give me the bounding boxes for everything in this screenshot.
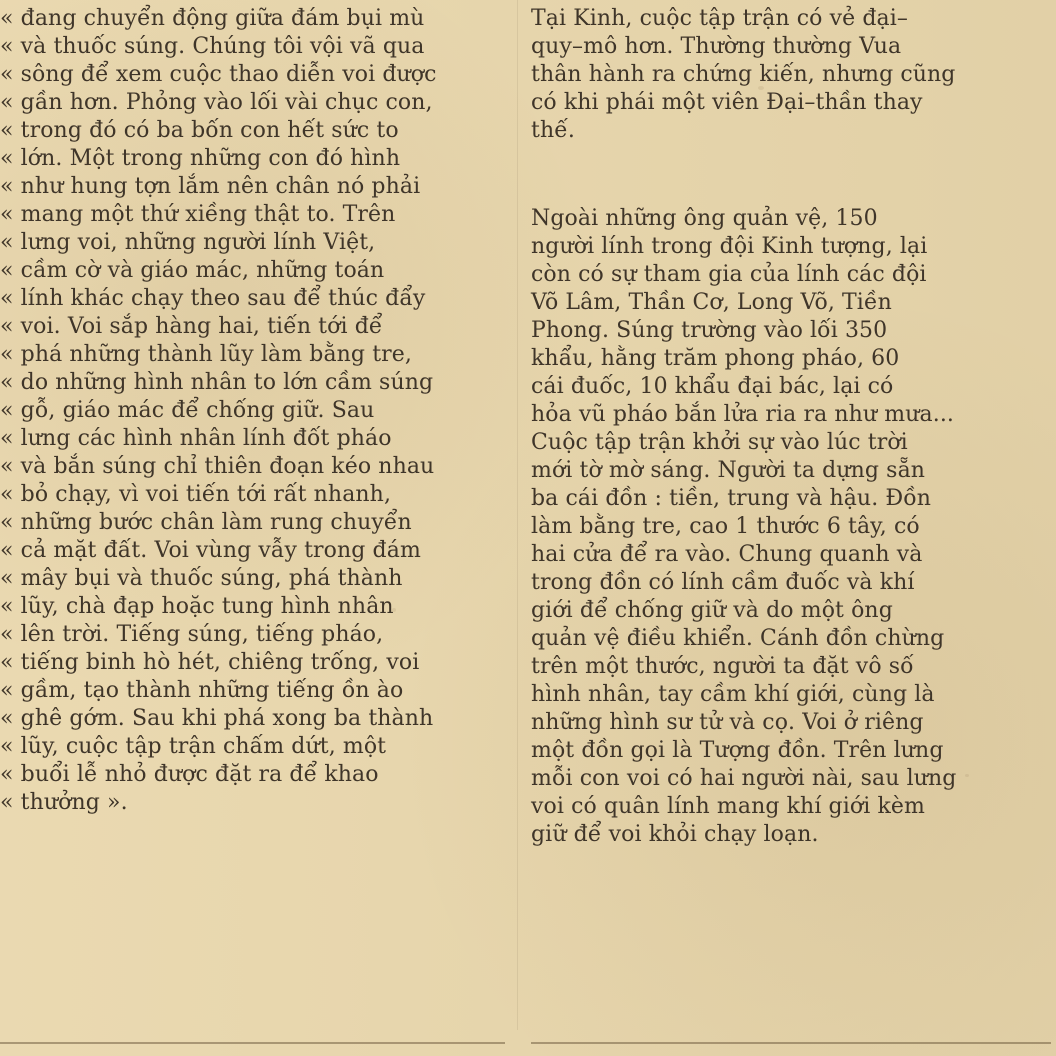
left-line-16: « lưng các hình nhân lính đốt pháo — [0, 426, 392, 451]
right-paragraph-2-line-7: cái đuốc, 10 khẩu đại bác, lại có — [531, 374, 894, 399]
paper-speck — [392, 608, 396, 612]
left-line-18: « bỏ chạy, vì voi tiến tới rất nhanh, — [0, 482, 392, 507]
right-paragraph-2-line-17: trên một thước, người ta đặt vô số — [531, 654, 914, 679]
right-paragraph-2-line-1: Ngoài những ông quản vệ, 150 — [531, 206, 878, 231]
right-paragraph-1-line-4: có khi phái một viên Đại–thần thay — [531, 90, 923, 115]
right-paragraph-2-line-15: giới để chống giữ và do một ông — [531, 598, 893, 623]
left-line-23: « lên trời. Tiếng súng, tiếng pháo, — [0, 622, 384, 647]
left-line-6: « lớn. Một trong những con đó hình — [0, 146, 401, 171]
left-line-2: « và thuốc súng. Chúng tôi vội vã qua — [0, 34, 425, 59]
right-text-column — [531, 0, 1045, 1030]
right-paragraph-2-line-8: hỏa vũ pháo bắn lửa ria ra như mưa... — [531, 402, 955, 427]
left-line-28: « buổi lễ nhỏ được đặt ra để khao — [0, 762, 379, 787]
right-paragraph-2-line-14: trong đồn có lính cầm đuốc và khí — [531, 570, 915, 595]
right-paragraph-1-line-5: thế. — [531, 118, 575, 143]
right-paragraph-1-line-2: quy–mô hơn. Thường thường Vua — [531, 34, 902, 59]
right-paragraph-2-line-16: quản vệ điều khiển. Cánh đồn chừng — [531, 626, 945, 651]
left-line-15: « gỗ, giáo mác để chống giữ. Sau — [0, 398, 375, 423]
right-bottom-rule — [531, 1042, 1051, 1044]
left-bottom-rule — [0, 1042, 505, 1044]
right-paragraph-2-line-10: mới tờ mờ sáng. Người ta dựng sẵn — [531, 458, 926, 483]
left-line-8: « mang một thứ xiềng thật to. Trên — [0, 202, 396, 227]
left-line-20: « cả mặt đất. Voi vùng vẫy trong đám — [0, 538, 421, 563]
right-paragraph-1-line-3: thân hành ra chứng kiến, nhưng cũng — [531, 62, 956, 87]
right-paragraph-2-line-19: những hình sư tử và cọ. Voi ở riêng — [531, 710, 924, 735]
paper-speck — [758, 86, 764, 90]
left-line-17: « và bắn súng chỉ thiên đoạn kéo nhau — [0, 454, 435, 479]
right-paragraph-1-line-1: Tại Kinh, cuộc tập trận có vẻ đại– — [531, 6, 908, 31]
right-paragraph-2-line-2: người lính trong đội Kinh tượng, lại — [531, 234, 928, 259]
right-paragraph-2-line-20: một đồn gọi là Tượng đồn. Trên lưng — [531, 738, 944, 763]
right-paragraph-2-line-13: hai cửa để ra vào. Chung quanh và — [531, 542, 923, 567]
left-line-12: « voi. Voi sắp hàng hai, tiến tới để — [0, 314, 383, 339]
left-line-4: « gần hơn. Phỏng vào lối vài chục con, — [0, 90, 433, 115]
right-paragraph-2-line-21: mỗi con voi có hai người nài, sau lưng — [531, 766, 957, 791]
paper-speck — [84, 162, 89, 166]
left-line-14: « do những hình nhân to lớn cầm súng — [0, 370, 434, 395]
right-paragraph-2-line-4: Võ Lâm, Thần Cơ, Long Võ, Tiền — [531, 290, 892, 315]
left-line-27: « lũy, cuộc tập trận chấm dứt, một — [0, 734, 387, 759]
left-line-24: « tiếng binh hò hét, chiêng trống, voi — [0, 650, 420, 675]
left-line-7: « như hung tợn lắm nên chân nó phải — [0, 174, 421, 199]
left-line-22: « lũy, chà đạp hoặc tung hình nhân — [0, 594, 394, 619]
left-line-3: « sông để xem cuộc thao diễn voi được — [0, 62, 437, 87]
left-line-21: « mây bụi và thuốc súng, phá thành — [0, 566, 403, 591]
left-line-13: « phá những thành lũy làm bằng tre, — [0, 342, 412, 367]
right-paragraph-2-line-18: hình nhân, tay cầm khí giới, cùng là — [531, 682, 935, 707]
left-line-9: « lưng voi, những người lính Việt, — [0, 230, 376, 255]
right-paragraph-2-line-23: giữ để voi khỏi chạy loạn. — [531, 822, 819, 847]
right-paragraph-2-line-5: Phong. Súng trường vào lối 350 — [531, 318, 888, 343]
left-line-29: « thưởng ». — [0, 790, 128, 815]
column-divider — [517, 0, 518, 1030]
left-line-1: « đang chuyển động giữa đám bụi mù — [0, 6, 425, 31]
left-line-10: « cầm cờ và giáo mác, những toán — [0, 258, 385, 283]
left-line-11: « lính khác chạy theo sau để thúc đẩy — [0, 286, 426, 311]
left-line-25: « gầm, tạo thành những tiếng ồn ào — [0, 678, 404, 703]
left-line-19: « những bước chân làm rung chuyển — [0, 510, 412, 535]
right-paragraph-2-line-6: khẩu, hằng trăm phong pháo, 60 — [531, 346, 900, 371]
paper-speck — [965, 774, 969, 777]
right-paragraph-2-line-12: làm bằng tre, cao 1 thước 6 tây, có — [531, 514, 920, 539]
left-line-26: « ghê gớm. Sau khi phá xong ba thành — [0, 706, 434, 731]
right-paragraph-2-line-9: Cuộc tập trận khởi sự vào lúc trời — [531, 430, 908, 455]
left-text-column — [0, 0, 505, 1030]
right-paragraph-2-line-22: voi có quân lính mang khí giới kèm — [531, 794, 925, 819]
right-paragraph-2-line-3: còn có sự tham gia của lính các đội — [531, 262, 927, 287]
right-paragraph-2-line-11: ba cái đồn : tiền, trung và hậu. Đồn — [531, 486, 932, 511]
left-line-5: « trong đó có ba bốn con hết sức to — [0, 118, 399, 143]
